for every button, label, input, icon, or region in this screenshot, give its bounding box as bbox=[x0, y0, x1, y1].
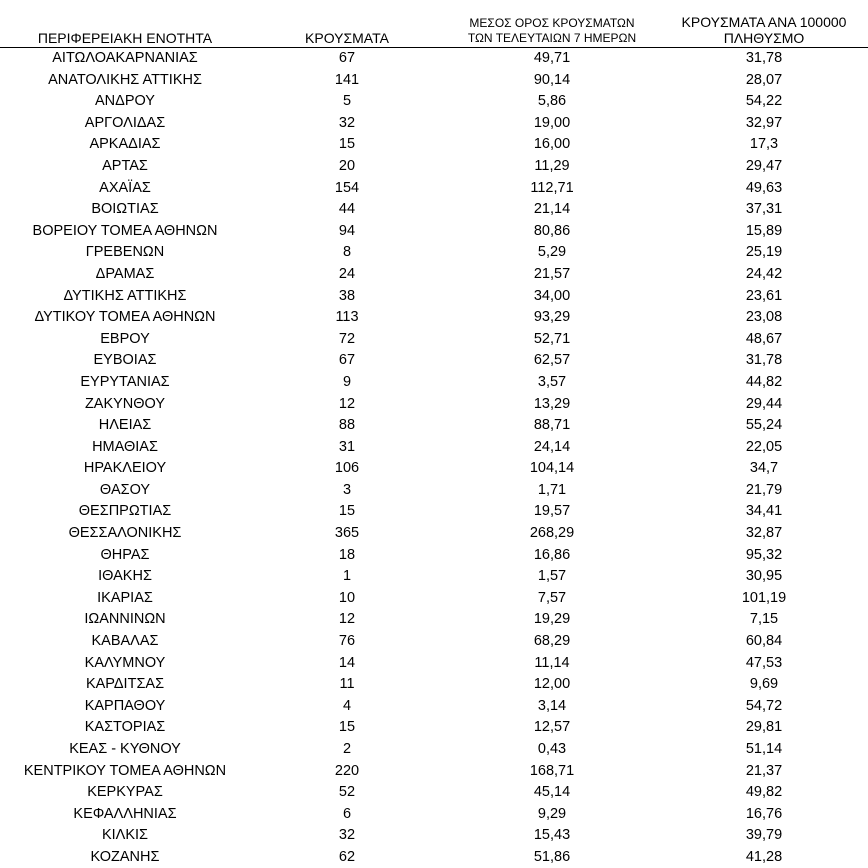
region-cell: ΚΕΦΑΛΛΗΝΙΑΣ bbox=[73, 805, 177, 822]
per100k-cell: 30,95 bbox=[745, 568, 783, 585]
region-cell: ΕΥΡΥΤΑΝΙΑΣ bbox=[80, 373, 170, 390]
cases-cell: 2 bbox=[342, 741, 352, 757]
avg7-cell: 19,00 bbox=[533, 114, 571, 131]
region-cell: ΑΡΚΑΔΙΑΣ bbox=[89, 136, 161, 153]
avg7-cell: 1,57 bbox=[537, 568, 567, 585]
cases-cell: 3 bbox=[342, 481, 352, 498]
table-row bbox=[0, 825, 868, 847]
table-row bbox=[0, 609, 868, 631]
cases-cell: 72 bbox=[338, 330, 356, 347]
avg7-cell: 13,29 bbox=[533, 395, 571, 412]
region-cell: ΘΕΣΠΡΩΤΙΑΣ bbox=[78, 503, 172, 520]
cases-cell: 6 bbox=[342, 805, 352, 822]
region-cell: ΗΡΑΚΛΕΙΟΥ bbox=[83, 460, 167, 477]
header-region bbox=[0, 0, 250, 48]
avg7-cell: 90,14 bbox=[533, 71, 571, 88]
avg7-cell: 7,57 bbox=[537, 589, 567, 606]
cases-cell: 154 bbox=[334, 179, 360, 196]
table-row bbox=[0, 545, 868, 567]
cases-cell: 141 bbox=[334, 71, 360, 88]
region-cell: ΚΕΝΤΡΙΚΟΥ ΤΟΜΕΑ ΑΘΗΝΩΝ bbox=[23, 762, 227, 779]
avg7-cell: 1,71 bbox=[537, 481, 567, 498]
per100k-cell: 29,44 bbox=[745, 395, 783, 412]
avg7-cell: 112,71 bbox=[530, 179, 574, 196]
cases-cell: 94 bbox=[338, 222, 356, 239]
avg7-cell: 24,14 bbox=[533, 438, 571, 455]
avg7-cell: 3,57 bbox=[537, 373, 567, 390]
per100k-cell: 101,19 bbox=[741, 589, 787, 606]
per100k-cell: 7,15 bbox=[749, 611, 779, 628]
region-cell: ΔΥΤΙΚΗΣ ΑΤΤΙΚΗΣ bbox=[63, 287, 187, 304]
per100k-cell: 15,89 bbox=[745, 222, 783, 239]
header-cases bbox=[250, 0, 444, 48]
table-row bbox=[0, 134, 868, 156]
table-row bbox=[0, 372, 868, 394]
table-row bbox=[0, 329, 868, 351]
cases-cell: 10 bbox=[338, 589, 356, 606]
region-cell: ΚΑΛΥΜΝΟΥ bbox=[84, 654, 166, 671]
table-row bbox=[0, 91, 868, 113]
region-cell: ΚΕΡΚΥΡΑΣ bbox=[87, 784, 163, 801]
table-row bbox=[0, 761, 868, 783]
table-row bbox=[0, 480, 868, 502]
avg7-cell: 45,14 bbox=[533, 784, 571, 801]
table-row bbox=[0, 178, 868, 200]
avg7-cell: 3,14 bbox=[537, 697, 567, 714]
region-cell: ΚΕΑΣ - ΚΥΘΝΟΥ bbox=[69, 741, 181, 757]
per100k-cell: 39,79 bbox=[745, 827, 783, 844]
avg7-cell: 12,00 bbox=[533, 676, 571, 693]
region-cell: ΓΡΕΒΕΝΩΝ bbox=[85, 244, 165, 261]
cases-cell: 67 bbox=[338, 352, 356, 369]
avg7-cell: 168,71 bbox=[529, 762, 575, 779]
per100k-cell: 21,79 bbox=[745, 481, 783, 498]
table-row bbox=[0, 48, 868, 70]
per100k-cell: 47,53 bbox=[745, 654, 783, 671]
header-region-label: ΠΕΡΙΦΕΡΕΙΑΚΗ ΕΝΟΤΗΤΑ bbox=[37, 30, 213, 46]
region-cell: ΑΡΓΟΛΙΔΑΣ bbox=[84, 114, 166, 131]
per100k-cell: 21,37 bbox=[745, 762, 783, 779]
region-cell: ΚΙΛΚΙΣ bbox=[101, 827, 149, 844]
cases-cell: 11 bbox=[339, 676, 355, 693]
region-cell: ΚΟΖΑΝΗΣ bbox=[90, 848, 160, 865]
avg7-cell: 5,29 bbox=[537, 244, 567, 261]
per100k-cell: 95,32 bbox=[745, 546, 783, 563]
header-per100k-line2: ΠΛΗΘΥΣΜΟ bbox=[723, 30, 805, 46]
region-cell: ΗΛΕΙΑΣ bbox=[98, 417, 152, 434]
avg7-cell: 0,43 bbox=[537, 741, 567, 757]
avg7-cell: 16,00 bbox=[533, 136, 571, 153]
region-cell: ΗΜΑΘΙΑΣ bbox=[92, 438, 158, 455]
region-cell: ΚΑΒΑΛΑΣ bbox=[91, 633, 159, 650]
cases-cell: 113 bbox=[335, 309, 359, 326]
cases-cell: 31 bbox=[338, 438, 356, 455]
cases-cell: 1 bbox=[342, 568, 352, 585]
region-cell: ΘΗΡΑΣ bbox=[100, 546, 150, 563]
header-cases-label: ΚΡΟΥΣΜΑΤΑ bbox=[305, 30, 389, 46]
header-avg7-line2: ΤΩΝ ΤΕΛΕΥΤΑΙΩΝ 7 ΗΜΕΡΩΝ bbox=[467, 31, 637, 45]
avg7-cell: 88,71 bbox=[533, 417, 571, 434]
cases-cell: 14 bbox=[338, 654, 356, 671]
avg7-cell: 5,86 bbox=[537, 93, 567, 110]
avg7-cell: 34,00 bbox=[533, 287, 571, 304]
header-avg7 bbox=[444, 0, 660, 48]
cases-cell: 12 bbox=[338, 611, 356, 628]
table-row bbox=[0, 782, 868, 804]
cases-cell: 20 bbox=[338, 157, 356, 174]
cases-cell: 67 bbox=[338, 50, 356, 66]
per100k-cell: 34,41 bbox=[745, 503, 783, 520]
avg7-cell: 15,43 bbox=[533, 827, 571, 844]
avg7-cell: 68,29 bbox=[533, 633, 571, 650]
cases-cell: 88 bbox=[338, 417, 356, 434]
header-per100k bbox=[660, 0, 868, 48]
region-cell: ΖΑΚΥΝΘΟΥ bbox=[84, 395, 166, 412]
avg7-cell: 51,86 bbox=[533, 848, 571, 865]
avg7-cell: 49,71 bbox=[533, 50, 571, 66]
region-cell: ΘΑΣΟΥ bbox=[99, 481, 151, 498]
per100k-cell: 31,78 bbox=[745, 352, 783, 369]
per100k-cell: 29,47 bbox=[745, 157, 783, 174]
cases-cell: 106 bbox=[334, 460, 360, 477]
table-row bbox=[0, 113, 868, 135]
table-row bbox=[0, 674, 868, 696]
cases-cell: 38 bbox=[338, 287, 356, 304]
per100k-cell: 41,28 bbox=[745, 848, 783, 865]
region-cell: ΕΥΒΟΙΑΣ bbox=[93, 352, 157, 369]
region-cell: ΘΕΣΣΑΛΟΝΙΚΗΣ bbox=[68, 525, 182, 542]
table-row bbox=[0, 696, 868, 718]
avg7-cell: 80,86 bbox=[533, 222, 571, 239]
cases-cell: 8 bbox=[342, 244, 352, 261]
region-cell: ΙΩΑΝΝΙΝΩΝ bbox=[84, 611, 166, 628]
table-row bbox=[0, 847, 868, 868]
avg7-cell: 21,14 bbox=[533, 201, 571, 218]
per100k-cell: 60,84 bbox=[745, 633, 783, 650]
cases-cell: 365 bbox=[334, 525, 360, 542]
region-cell: ΔΡΑΜΑΣ bbox=[95, 265, 155, 282]
region-cell: ΔΥΤΙΚΟΥ ΤΟΜΕΑ ΑΘΗΝΩΝ bbox=[34, 309, 216, 326]
region-cell: ΑΡΤΑΣ bbox=[102, 157, 148, 174]
table-row bbox=[0, 437, 868, 459]
region-cell: ΒΟΙΩΤΙΑΣ bbox=[91, 201, 159, 218]
table-row bbox=[0, 199, 868, 221]
cases-cell: 62 bbox=[338, 848, 356, 865]
region-cell: ΑΝΑΤΟΛΙΚΗΣ ΑΤΤΙΚΗΣ bbox=[48, 71, 202, 88]
cases-cell: 15 bbox=[338, 503, 356, 520]
table-row bbox=[0, 394, 868, 416]
per100k-cell: 22,05 bbox=[745, 438, 783, 455]
cases-cell: 32 bbox=[338, 114, 356, 131]
table-row bbox=[0, 156, 868, 178]
cases-cell: 15 bbox=[338, 136, 356, 153]
region-cell: ΚΑΡΠΑΘΟΥ bbox=[84, 697, 166, 714]
per100k-cell: 44,82 bbox=[745, 373, 783, 390]
table-body bbox=[0, 48, 868, 868]
cases-cell: 44 bbox=[338, 201, 356, 218]
avg7-cell: 21,57 bbox=[533, 265, 571, 282]
table-row bbox=[0, 739, 868, 761]
region-cell: ΚΑΡΔΙΤΣΑΣ bbox=[85, 676, 165, 693]
per100k-cell: 49,63 bbox=[745, 179, 783, 196]
per100k-cell: 51,14 bbox=[745, 741, 783, 757]
cases-cell: 32 bbox=[338, 827, 356, 844]
avg7-cell: 93,29 bbox=[533, 309, 571, 326]
per100k-cell: 9,69 bbox=[749, 676, 779, 693]
cases-cell: 5 bbox=[342, 93, 352, 110]
per100k-cell: 28,07 bbox=[745, 71, 783, 88]
table-row bbox=[0, 70, 868, 92]
avg7-cell: 62,57 bbox=[533, 352, 571, 369]
table-row bbox=[0, 286, 868, 308]
per100k-cell: 49,82 bbox=[745, 784, 783, 801]
region-cell: ΙΚΑΡΙΑΣ bbox=[97, 589, 153, 606]
cases-cell: 12 bbox=[338, 395, 356, 412]
region-cell: ΚΑΣΤΟΡΙΑΣ bbox=[84, 719, 166, 736]
per100k-cell: 23,08 bbox=[745, 309, 783, 326]
table-row bbox=[0, 242, 868, 264]
avg7-cell: 16,86 bbox=[533, 546, 571, 563]
table-row bbox=[0, 523, 868, 545]
table-row bbox=[0, 501, 868, 523]
table-row bbox=[0, 415, 868, 437]
region-cell: ΙΘΑΚΗΣ bbox=[98, 568, 152, 585]
region-cell: ΒΟΡΕΙΟΥ ΤΟΜΕΑ ΑΘΗΝΩΝ bbox=[32, 222, 218, 239]
per100k-cell: 24,42 bbox=[745, 265, 783, 282]
per100k-cell: 25,19 bbox=[745, 244, 783, 261]
per100k-cell: 54,72 bbox=[745, 697, 783, 714]
cases-cell: 220 bbox=[334, 762, 360, 779]
table-row bbox=[0, 221, 868, 243]
per100k-cell: 34,7 bbox=[749, 460, 779, 477]
avg7-cell: 9,29 bbox=[537, 805, 567, 822]
cases-cell: 52 bbox=[338, 784, 356, 801]
avg7-cell: 268,29 bbox=[529, 525, 575, 542]
table-row bbox=[0, 804, 868, 826]
table-row bbox=[0, 588, 868, 610]
table-row bbox=[0, 458, 868, 480]
header-per100k-line1: ΚΡΟΥΣΜΑΤΑ ΑΝΑ 100000 bbox=[681, 14, 847, 30]
avg7-cell: 11,29 bbox=[534, 157, 570, 174]
cases-cell: 9 bbox=[342, 373, 352, 390]
per100k-cell: 37,31 bbox=[745, 201, 783, 218]
cases-cell: 18 bbox=[338, 546, 356, 563]
per100k-cell: 17,3 bbox=[749, 136, 779, 153]
avg7-cell: 52,71 bbox=[533, 330, 571, 347]
region-cell: ΑΝΔΡΟΥ bbox=[95, 93, 155, 110]
avg7-cell: 104,14 bbox=[529, 460, 575, 477]
table-row bbox=[0, 566, 868, 588]
cases-cell: 4 bbox=[342, 697, 352, 714]
avg7-cell: 11,14 bbox=[534, 654, 570, 671]
table-row bbox=[0, 653, 868, 675]
per100k-cell: 55,24 bbox=[745, 417, 783, 434]
per100k-cell: 32,87 bbox=[745, 525, 783, 542]
table-row bbox=[0, 717, 868, 739]
per100k-cell: 54,22 bbox=[745, 93, 783, 110]
table-row bbox=[0, 264, 868, 286]
region-cell: ΑΧΑΪΑΣ bbox=[99, 179, 151, 196]
region-cell: ΑΙΤΩΛΟΑΚΑΡΝΑΝΙΑΣ bbox=[52, 50, 198, 66]
region-cell: ΕΒΡΟΥ bbox=[100, 330, 150, 347]
per100k-cell: 23,61 bbox=[745, 287, 783, 304]
per100k-cell: 32,97 bbox=[745, 114, 783, 131]
table-row bbox=[0, 350, 868, 372]
cases-cell: 76 bbox=[338, 633, 356, 650]
per100k-cell: 16,76 bbox=[745, 805, 783, 822]
header-row bbox=[0, 0, 868, 48]
avg7-cell: 19,57 bbox=[533, 503, 571, 520]
avg7-cell: 12,57 bbox=[533, 719, 571, 736]
cases-cell: 15 bbox=[338, 719, 356, 736]
table-row bbox=[0, 307, 868, 329]
header-avg7-line1: ΜΕΣΟΣ ΟΡΟΣ ΚΡΟΥΣΜΑΤΩΝ bbox=[469, 16, 635, 30]
per100k-cell: 48,67 bbox=[745, 330, 783, 347]
per100k-cell: 31,78 bbox=[745, 50, 783, 66]
avg7-cell: 19,29 bbox=[533, 611, 571, 628]
per100k-cell: 29,81 bbox=[745, 719, 783, 736]
table-row bbox=[0, 631, 868, 653]
cases-cell: 24 bbox=[338, 265, 356, 282]
